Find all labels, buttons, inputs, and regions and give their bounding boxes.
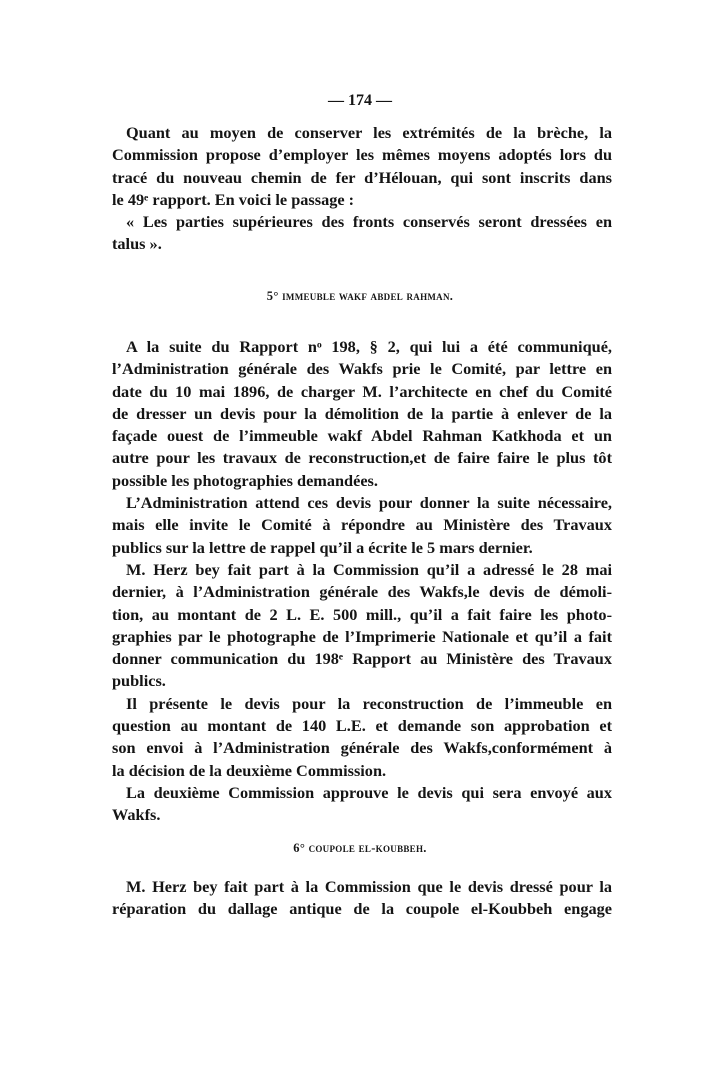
text-line: l’Administration générale des Wakfs prie le Comité, par lettre en xyxy=(112,359,612,379)
text-line: graphies par le photographe de l’Imprimerie Nationale et qu’il a fait xyxy=(112,626,612,646)
text-line: son envoi à l’Administration générale des Wakfs,conformément à xyxy=(112,738,612,758)
text-line: Wakfs. xyxy=(112,805,161,825)
text-line: Quant au moyen de conserver les extrémités de la brèche, la xyxy=(126,123,612,142)
paragraph-block-wakf xyxy=(112,336,612,827)
text-line: Commission propose d’employer les mêmes moyens adoptés lors du xyxy=(112,145,612,165)
text-line: talus ». xyxy=(112,234,162,254)
text-line: dernier, à l’Administration générale des Wakfs,le devis de démoli- xyxy=(112,582,612,602)
text-line: M. Herz bey fait part à la Commission qu’il a adressé le 28 mai xyxy=(126,559,612,579)
text-line: réparation du dallage antique de la coupole el-Koubbeh engage xyxy=(112,899,612,919)
text-line: question au montant de 140 L.E. et demande son approbation et xyxy=(112,716,612,736)
text-line: Il présente le devis pour la reconstruction de l’immeuble en xyxy=(126,693,612,713)
text-line: mais elle invite le Comité à répondre au Ministère des Travaux xyxy=(112,515,612,535)
text-line: le 49ᵉ rapport. En voici le passage : xyxy=(112,189,355,209)
paragraph-block-koubbeh xyxy=(112,876,612,921)
text-line: publics. xyxy=(112,671,166,691)
text-line: « Les parties supérieures des fronts conservés seront dressées en xyxy=(126,212,612,232)
section-heading-5 xyxy=(0,289,720,304)
text-line: M. Herz bey fait part à la Commission que le devis dressé pour la xyxy=(126,877,612,896)
section-number: 6° xyxy=(293,841,306,855)
text-line: autre pour les travaux de reconstruction,et de faire faire le plus tôt xyxy=(112,448,612,468)
text-line: tion, au montant de 2 L. E. 500 mill., qu’il a fait faire les photo- xyxy=(112,604,612,624)
text-line: de dresser un devis pour la démolition de la partie à enlever de la xyxy=(112,403,612,423)
text-line: La deuxième Commission approuve le devis qui sera envoyé aux xyxy=(126,782,612,802)
section-heading-6 xyxy=(0,841,720,856)
section-title: coupole el-koubbeh. xyxy=(308,841,427,855)
text-line: donner communication du 198ᵉ Rapport au Ministère des Travaux xyxy=(112,649,612,669)
text-line: possible les photographies demandées. xyxy=(112,470,378,490)
text-line: date du 10 mai 1896, de charger M. l’architecte en chef du Comité xyxy=(112,381,612,401)
text-line: A la suite du Rapport nᵒ 198, § 2, qui lui a été communiqué, xyxy=(126,337,612,356)
text-line: tracé du nouveau chemin de fer d’Hélouan, qui sont inscrits dans xyxy=(112,167,612,187)
text-line: façade ouest de l’immeuble wakf Abdel Rahman Katkhoda et un xyxy=(112,426,612,446)
section-title: immeuble wakf abdel rahman. xyxy=(282,289,454,303)
text-line: publics sur la lettre de rappel qu’il a écrite le 5 mars dernier. xyxy=(112,537,533,557)
section-number: 5° xyxy=(266,289,279,303)
paragraph-block-breche xyxy=(112,122,612,256)
text-line: L’Administration attend ces devis pour donner la suite nécessaire, xyxy=(126,493,612,513)
page-number: — 174 — xyxy=(328,92,392,109)
text-line: la décision de la deuxième Commission. xyxy=(112,760,387,780)
